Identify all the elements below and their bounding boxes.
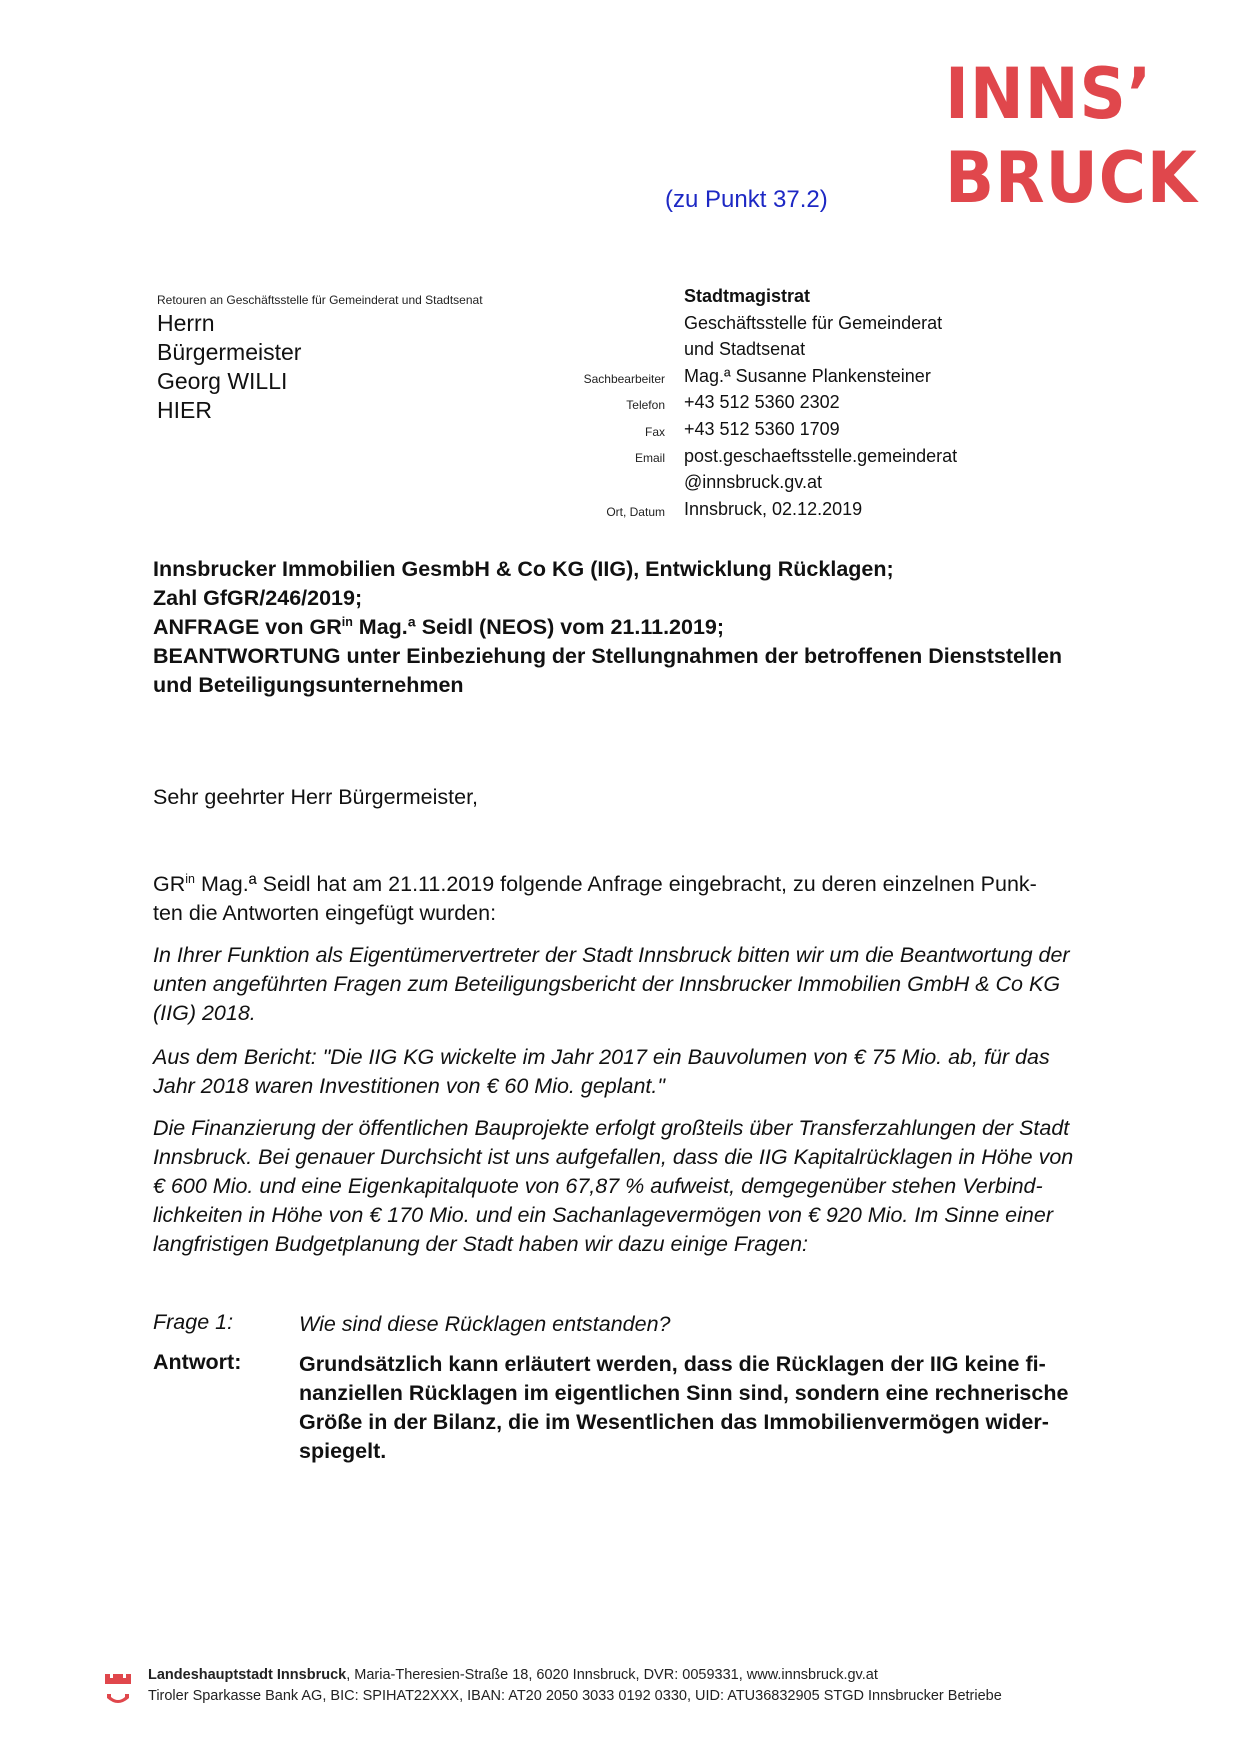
label-fax: Fax bbox=[644, 425, 665, 439]
return-address-line: Retouren an Geschäftsstelle für Gemeinderat und Stadtsenat bbox=[157, 293, 483, 307]
query-paragraph-2 bbox=[153, 1043, 1133, 1101]
logo-line-1: INNS’ bbox=[945, 53, 1153, 135]
agenda-reference: (zu Punkt 37.2) bbox=[665, 186, 828, 213]
recipient-line: Herrn bbox=[157, 310, 215, 336]
subject-line: Zahl GfGR/246/2019; bbox=[153, 586, 363, 610]
sender-fax: +43 512 5360 1709 bbox=[684, 418, 840, 439]
footer-bank-line: Tiroler Sparkasse Bank AG, BIC: SPIHAT22XXX, IBAN: AT20 2050 3033 0192 0330, UID: ATU36832905 STGD Innsbrucker Betriebe bbox=[148, 1688, 1002, 1704]
query-line: Die Finanzierung der öffentlichen Bauprojekte erfolgt großteils über Transferzahlungen der Stadt bbox=[153, 1116, 1070, 1140]
label-sachbearbeiter: Sachbearbeiter bbox=[583, 372, 665, 386]
sender-title: Stadtmagistrat bbox=[684, 286, 811, 306]
innsbruck-logo bbox=[945, 52, 1198, 220]
sender-email-line: @innsbruck.gv.at bbox=[684, 472, 822, 493]
subject-line: BEANTWORTUNG unter Einbeziehung der Stellungnahmen der betroffenen Dienststellen bbox=[153, 644, 1063, 668]
sender-dept-line: Geschäftsstelle für Gemeinderat bbox=[684, 312, 943, 333]
salutation: Sehr geehrter Herr Bürgermeister, bbox=[153, 785, 479, 809]
answer-1-text bbox=[299, 1350, 1139, 1466]
answer-line: Grundsätzlich kann erläutert werden, dass die Rücklagen der IIG keine fi- bbox=[299, 1352, 1046, 1376]
intro-text: Mag.ª Seidl hat am 21.11.2019 folgende Anfrage eingebracht, zu deren einzelnen Punk- bbox=[194, 872, 1037, 896]
sender-ort-datum: Innsbruck, 02.12.2019 bbox=[684, 498, 863, 519]
recipient-line: Georg WILLI bbox=[157, 368, 288, 394]
subject-line: und Beteiligungsunternehmen bbox=[153, 673, 464, 697]
intro-text: GR bbox=[153, 872, 186, 896]
intro-sup: in bbox=[185, 871, 195, 886]
question-1-text: Wie sind diese Rücklagen entstanden? bbox=[299, 1312, 671, 1336]
answer-line: spiegelt. bbox=[299, 1439, 387, 1463]
intro-line bbox=[153, 870, 1133, 899]
query-paragraph-1 bbox=[153, 941, 1133, 1028]
footer bbox=[148, 1665, 1002, 1707]
query-line: Aus dem Bericht: "Die IIG KG wickelte im Jahr 2017 ein Bauvolumen von € 75 Mio. ab, für das bbox=[153, 1045, 1050, 1069]
query-line: langfristigen Budgetplanung der Stadt haben wir dazu einige Fragen: bbox=[153, 1232, 809, 1256]
city-crest-icon bbox=[105, 1672, 131, 1713]
query-line: lichkeiten in Höhe von € 170 Mio. und ein Sachanlagevermögen von € 920 Mio. Im Sinne einer bbox=[153, 1203, 1053, 1227]
recipient-line: HIER bbox=[157, 397, 212, 423]
sender-email-line: post.geschaeftsstelle.gemeinderat bbox=[684, 445, 958, 466]
query-paragraph-3 bbox=[153, 1114, 1133, 1259]
label-telefon: Telefon bbox=[626, 398, 665, 412]
logo-line-2: BRUCK bbox=[945, 137, 1198, 219]
intro-line: ten die Antworten eingefügt wurden: bbox=[153, 901, 497, 925]
query-line: Innsbruck. Bei genauer Durchsicht ist uns aufgefallen, dass die IIG Kapitalrücklagen in Höhe von bbox=[153, 1145, 1074, 1169]
query-line: € 600 Mio. und eine Eigenkapitalquote von 67,87 % aufweist, demgegenüber stehen Verbind- bbox=[153, 1174, 1043, 1198]
intro-paragraph bbox=[153, 870, 1133, 928]
query-line: Jahr 2018 waren Investitionen von € 60 Mio. geplant." bbox=[153, 1074, 666, 1098]
answer-1-label: Antwort: bbox=[153, 1350, 242, 1374]
label-email: Email bbox=[634, 451, 665, 465]
subject-block bbox=[153, 555, 1062, 700]
query-line: (IIG) 2018. bbox=[153, 1001, 256, 1025]
subject-line: Innsbrucker Immobilien GesmbH & Co KG (IIG), Entwicklung Rücklagen; bbox=[153, 557, 894, 581]
subject-text: Mag.ª Seidl (NEOS) vom 21.11.2019; bbox=[352, 615, 725, 639]
subject-text: ANFRAGE von GR bbox=[153, 615, 342, 639]
subject-line bbox=[153, 613, 1062, 642]
recipient-line: Bürgermeister bbox=[157, 339, 302, 365]
sender-info bbox=[684, 283, 957, 522]
subject-sup: in bbox=[341, 614, 353, 629]
sender-sachbearbeiter: Mag.ª Susanne Plankensteiner bbox=[684, 365, 931, 386]
footer-name: Landeshauptstadt Innsbruck bbox=[148, 1667, 347, 1683]
sender-telefon: +43 512 5360 2302 bbox=[684, 392, 840, 413]
answer-line: Größe in der Bilanz, die im Wesentlichen das Immobilienvermögen wider- bbox=[299, 1410, 1049, 1434]
query-line: unten angeführten Fragen zum Beteiligungsbericht der Innsbrucker Immobilien GmbH & Co KG bbox=[153, 972, 1061, 996]
recipient-address bbox=[157, 309, 301, 425]
question-1-label: Frage 1: bbox=[153, 1310, 234, 1334]
answer-line: nanziellen Rücklagen im eigentlichen Sinn sind, sondern eine rechnerische bbox=[299, 1381, 1069, 1405]
footer-line bbox=[148, 1665, 1002, 1686]
footer-address: , Maria-Theresien-Straße 18, 6020 Innsbruck, DVR: 0059331, www.innsbruck.gv.at bbox=[346, 1667, 878, 1683]
sender-dept-line: und Stadtsenat bbox=[684, 339, 806, 360]
query-line: In Ihrer Funktion als Eigentümervertreter der Stadt Innsbruck bitten wir um die Beantwortung der bbox=[153, 943, 1070, 967]
label-ort-datum: Ort, Datum bbox=[606, 505, 665, 519]
